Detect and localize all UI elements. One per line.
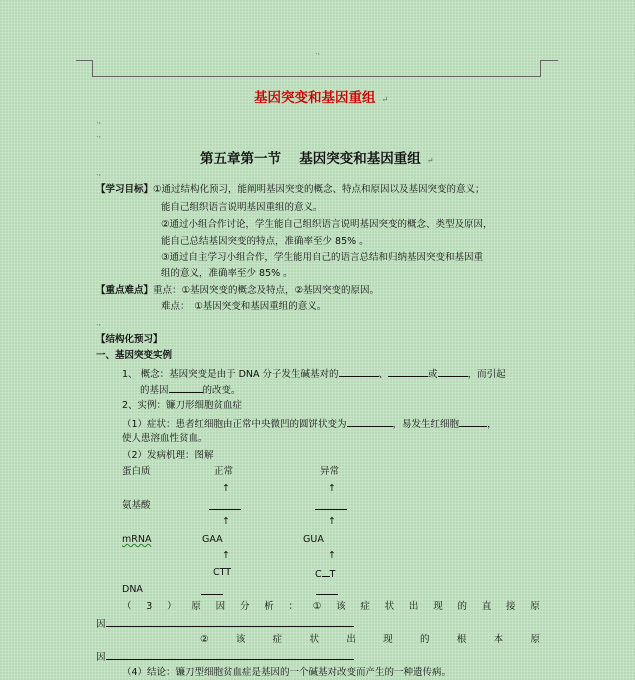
objectives-label: 【学习目标】 (96, 184, 154, 195)
spread-char: 3 (146, 601, 153, 612)
item2-3-line-a (122, 601, 540, 613)
item2-heading: 2、实例：镰刀形细胞贫血症 (122, 400, 243, 411)
header-rule (92, 76, 541, 77)
chapter-title: 第五章第一节 基因突变和基因重组 ↵ (200, 151, 434, 167)
objectives-line3: ③通过自主学习小组合作，学生能用自己的语言总结和归纳基因突变和基因重 (161, 252, 484, 263)
diagram-dna-blank-abnormal (316, 585, 338, 595)
spread-char: 的 (419, 634, 430, 645)
header-left-corner-h (76, 60, 93, 61)
spread-char: 分 (239, 601, 250, 612)
diagram-arrow: ↑ (222, 483, 230, 494)
item2-3-line-c (200, 634, 540, 646)
diagram-ct: C T (315, 569, 336, 580)
diagram-amino-blank-normal (209, 500, 241, 510)
diagram-abnormal-label: 异常 (320, 466, 340, 477)
document-title: 基因突变和基因重组 ↵ (254, 90, 389, 106)
spread-char: 该 (336, 601, 346, 612)
para-mark: ., (96, 116, 102, 125)
diagram-gaa: GAA (202, 534, 223, 545)
spread-char: 出 (346, 634, 356, 645)
item2-1-line-b: 使人患溶血性贫血。 (122, 433, 208, 444)
item2-4-conclusion: （4）结论：镰刀型细胞贫血症是基因的一个碱基对改变而产生的一种遗传病。 (122, 667, 452, 678)
diagram-amino-blank-abnormal (315, 500, 347, 510)
item2-2-heading: （2）发病机理：图解 (122, 450, 214, 461)
header-mark: ., (315, 47, 321, 56)
spread-char: 原 (191, 601, 201, 612)
header-right-corner-h (540, 60, 558, 61)
section1-heading: 一、基因突变实例 (96, 350, 173, 361)
return-mark: ↵ (426, 156, 434, 165)
objectives-line2: ②通过小组合作讨论，学生能自己组织语言说明基因突变的概念、类型及原因， (161, 219, 493, 230)
spread-char: ② (200, 634, 209, 645)
para-mark: ., (96, 130, 102, 139)
spread-char: 症 (272, 634, 283, 645)
spread-char: 的 (457, 601, 467, 612)
spread-char: 原 (530, 601, 540, 612)
spread-char: 直 (481, 601, 492, 612)
spread-char: 现 (383, 634, 393, 645)
objectives-line1: 【学习目标】①通过结构化预习，能阐明基因突变的概念、特点和原因以及基因突变的意义； (96, 184, 485, 195)
diagram-amino-label: 氨基酸 (122, 500, 151, 511)
spread-char: 析 (264, 601, 274, 612)
item2-3-line-b: 因 (96, 617, 354, 631)
item1-line-b: 的基因 的改变。 (140, 385, 241, 396)
diagram-arrow: ↑ (328, 483, 336, 494)
spread-char: 状 (384, 601, 395, 612)
spread-char: 根 (456, 634, 467, 645)
spread-char: （ (122, 601, 132, 612)
spread-char: ① (312, 601, 322, 612)
spread-char: 现 (433, 601, 443, 612)
diagram-arrow: ↑ (328, 550, 336, 561)
item2-1-line-a: （1）症状：患者红细胞由正常中央微凹的圆饼状变为 ，易发生红细胞 ， (122, 419, 497, 430)
spread-char: 症 (360, 601, 370, 612)
header-left-corner-v (92, 60, 93, 76)
return-mark: ↵ (381, 95, 389, 104)
diagram-arrow: ↑ (328, 516, 336, 527)
header-right-corner-v (540, 60, 541, 76)
preview-label: 【结构化预习】 (96, 334, 163, 345)
diagram-dna-label: DNA (122, 584, 143, 595)
spread-char: ： (288, 601, 299, 612)
objectives-line2b: 能自己总结基因突变的特点，准确率至少 85% 。 (161, 236, 369, 247)
diagram-dna-blank-normal (201, 585, 223, 595)
spread-char: 因 (215, 601, 226, 612)
hardpoints-line: 难点： ①基因突变和基因重组的意义。 (161, 301, 327, 312)
spread-char: 本 (493, 634, 504, 645)
spread-char: 原 (530, 634, 540, 645)
spread-char: ） (167, 601, 177, 612)
keypoints-label: 【重点难点】 (96, 285, 154, 296)
diagram-gua: GUA (303, 534, 324, 545)
diagram-normal-label: 正常 (214, 466, 234, 477)
para-mark: ., (96, 168, 102, 177)
item1-line-a: 1、 概念：基因突变是由于 DNA 分子发生碱基对的 、 或 ，而引起 (122, 369, 506, 380)
spread-char: 出 (408, 601, 419, 612)
diagram-arrow: ↑ (222, 550, 230, 561)
diagram-ctt: CTT (213, 567, 232, 578)
diagram-mrna-label: mRNA (122, 534, 152, 545)
item2-3-line-d: 因 (96, 650, 354, 664)
objectives-line1b: 能自己组织语言说明基因重组的意义。 (161, 202, 323, 213)
keypoints-line: 【重点难点】重点：①基因突变的概念及特点，②基因突变的原因。 (96, 285, 380, 296)
spread-char: 该 (235, 634, 246, 645)
spread-char: 状 (309, 634, 320, 645)
spread-char: 接 (506, 601, 516, 612)
para-mark: ., (96, 318, 102, 327)
diagram-protein-label: 蛋白质 (122, 466, 151, 477)
diagram-arrow: ↑ (222, 516, 230, 527)
objectives-line3b: 组的意义，准确率至少 85% 。 (161, 268, 293, 279)
